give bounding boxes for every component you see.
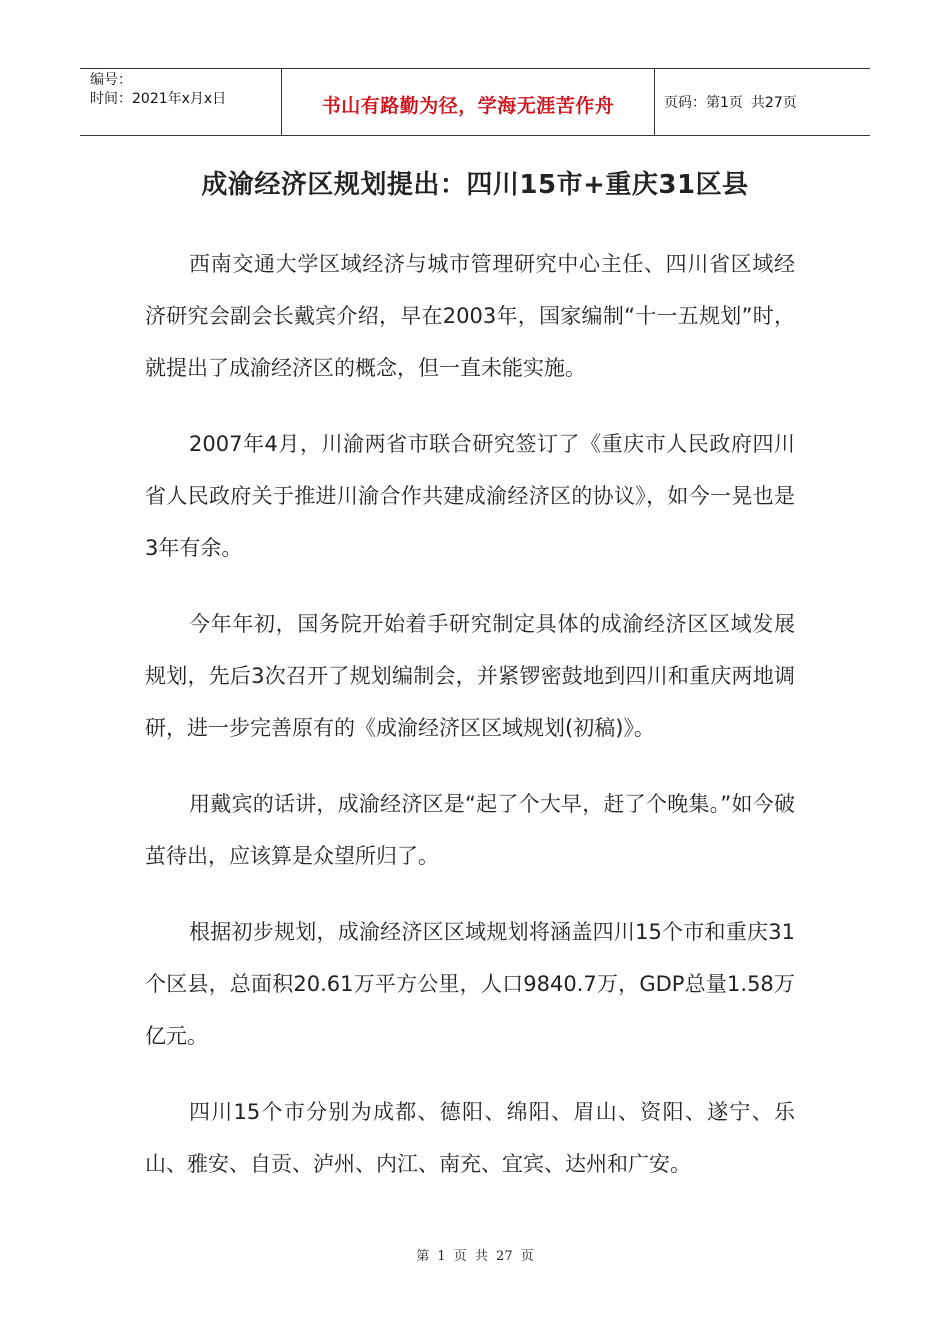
page-total-label: 共27页 <box>750 95 797 111</box>
paragraph: 2007年4月，川渝两省市联合研究签订了《重庆市人民政府四川省人民政府关于推进川渝合作共建成渝经济区的协议》，如今一晃也是3年有余。 <box>145 432 795 560</box>
paragraph: 今年年初，国务院开始着手研究制定具体的成渝经济区区域发展规划，先后3次召开了规划编制会，并紧锣密鼓地到四川和重庆两地调研，进一步完善原有的《成渝经济区区域规划(初稿)》。 <box>145 612 795 740</box>
header-info-cell <box>80 69 282 135</box>
document-time-label: 时间：2021年x月x日 <box>90 91 227 107</box>
document-body <box>145 238 795 1214</box>
motto-text: 书山有路勤为径，学海无涯苦作舟 <box>321 94 615 117</box>
header-motto-cell <box>282 69 655 135</box>
paragraph: 根据初步规划，成渝经济区区域规划将涵盖四川15个市和重庆31个区县，总面积20.61万平方公里，人口9840.7万，GDP总量1.58万亿元。 <box>145 920 795 1048</box>
header-page-cell <box>655 69 870 135</box>
paragraph: 四川15个市分别为成都、德阳、绵阳、眉山、资阳、遂宁、乐山、雅安、自贡、泸州、内江、南充、宜宾、达州和广安。 <box>145 1100 795 1176</box>
page-footer: 第 1 页 共 27 页 <box>416 1249 534 1264</box>
document-number-label: 编号： <box>90 72 132 88</box>
document-title: 成渝经济区规划提出：四川15市+重庆31区县 <box>201 170 749 200</box>
paragraph: 西南交通大学区域经济与城市管理研究中心主任、四川省区域经济研究会副会长戴宾介绍，早在2003年，国家编制“十一五规划”时，就提出了成渝经济区的概念，但一直未能实施。 <box>145 252 795 380</box>
paragraph: 用戴宾的话讲，成渝经济区是“起了个大早，赶了个晚集。”如今破茧待出，应该算是众望所归了。 <box>145 792 795 868</box>
page-number-label: 页码：第1页 <box>664 95 743 111</box>
header-table <box>80 68 870 136</box>
